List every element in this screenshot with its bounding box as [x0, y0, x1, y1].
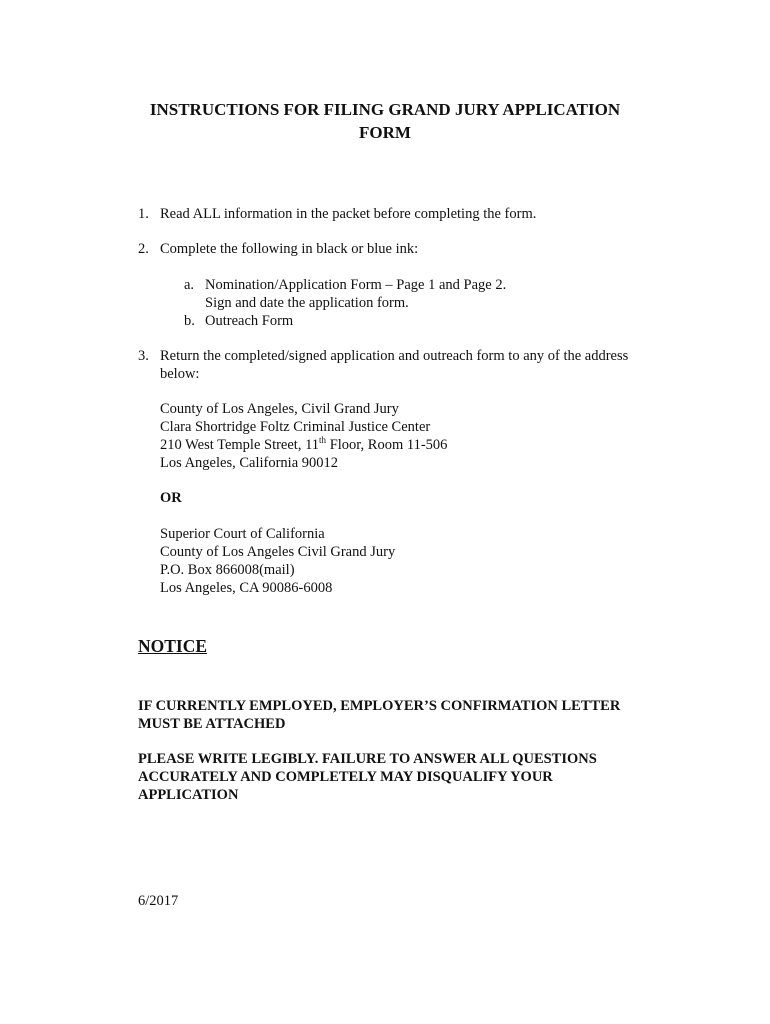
step-2b-letter: b.	[184, 313, 195, 329]
notice-heading: NOTICE	[138, 636, 208, 656]
step-2a-line-2: Sign and date the application form.	[205, 295, 409, 311]
step-1-text: Read ALL information in the packet before completing the form.	[160, 206, 537, 222]
notice-para-2-line-3: APPLICATION	[138, 787, 239, 803]
address-2-line-4: Los Angeles, CA 90086-6008	[160, 580, 333, 596]
revision-date: 6/2017	[138, 893, 179, 909]
title-line-2: FORM	[359, 123, 411, 142]
notice-para-2-line-1: PLEASE WRITE LEGIBLY. FAILURE TO ANSWER ALL QUESTIONS	[138, 751, 597, 767]
address-1-line-1: County of Los Angeles, Civil Grand Jury	[160, 401, 399, 417]
step-3-number: 3.	[138, 348, 149, 364]
address-1-street: 210 West Temple Street, 11	[160, 437, 320, 453]
document-title	[120, 98, 650, 144]
notice-para-1-line-2: MUST BE ATTACHED	[138, 716, 286, 732]
step-1-number: 1.	[138, 206, 149, 222]
step-2a-line-1: Nomination/Application Form – Page 1 and Page 2.	[205, 277, 507, 293]
address-1-line-2: Clara Shortridge Foltz Criminal Justice Center	[160, 419, 431, 435]
title-line-1: INSTRUCTIONS FOR FILING GRAND JURY APPLICATION	[149, 100, 621, 119]
step-2-text: Complete the following in black or blue ink:	[160, 241, 419, 257]
step-3-line-1: Return the completed/signed application and outreach form to any of the address	[160, 348, 629, 364]
address-2-line-1: Superior Court of California	[160, 526, 325, 542]
address-1-floor-room: Floor, Room 11-506	[326, 437, 448, 453]
address-1-line-3	[160, 436, 447, 454]
step-3-line-2: below:	[160, 366, 200, 382]
address-1-line-4: Los Angeles, California 90012	[160, 455, 339, 471]
step-2a-letter: a.	[184, 277, 195, 293]
notice-para-2-line-2: ACCURATELY AND COMPLETELY MAY DISQUALIFY YOUR	[138, 769, 553, 785]
address-2-line-3: P.O. Box 866008(mail)	[160, 562, 295, 578]
or-label: OR	[160, 490, 182, 506]
notice-para-1-line-1: IF CURRENTLY EMPLOYED, EMPLOYER’S CONFIRMATION LETTER	[138, 698, 621, 714]
address-2-line-2: County of Los Angeles Civil Grand Jury	[160, 544, 396, 560]
ordinal-suffix: th	[319, 435, 327, 446]
step-2-number: 2.	[138, 241, 149, 257]
step-2b-line-1: Outreach Form	[205, 313, 294, 329]
